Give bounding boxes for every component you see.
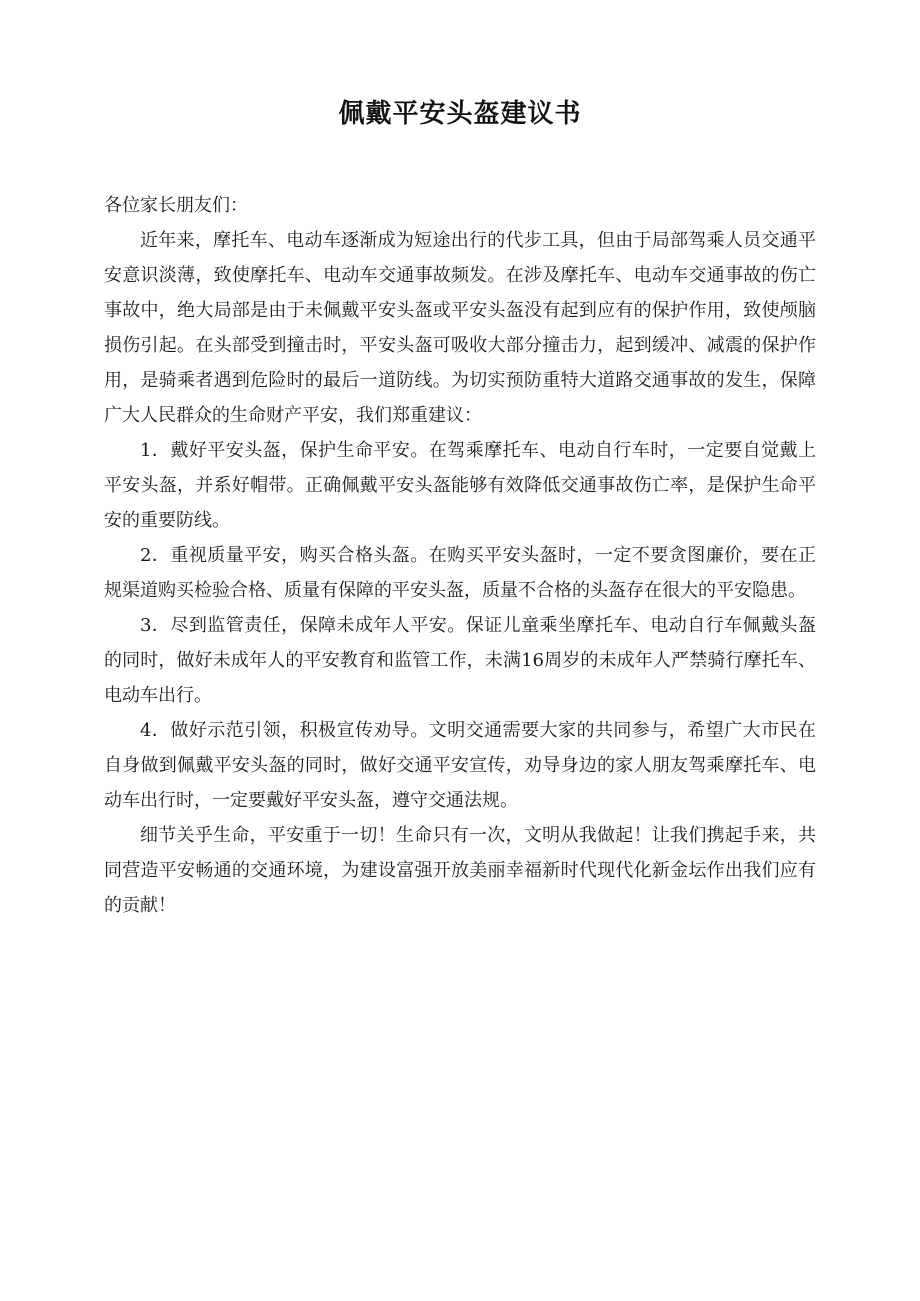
paragraph-suggestion-2: 2．重视质量平安，购买合格头盔。在购买平安头盔时，一定不要贪图廉价，要在正规渠道购买检验合格、质量有保障的平安头盔，质量不合格的头盔存在很大的平安隐患。 — [104, 545, 816, 601]
paragraph-suggestion-4: 4．做好示范引领，积极宣传劝导。文明交通需要大家的共同参与，希望广大市民在自身做到佩戴平安头盔的同时，做好交通平安宣传，劝导身边的家人朋友驾乘摩托车、电动车出行时，一定要戴好平安头盔，遵守交通法规。 — [104, 720, 816, 811]
paragraph-intro: 近年来，摩托车、电动车逐渐成为短途出行的代步工具，但由于局部驾乘人员交通平安意识淡薄，致使摩托车、电动车交通事故频发。在涉及摩托车、电动车交通事故的伤亡事故中，绝大局部是由于未佩戴平安头盔或平安头盔没有起到应有的保护作用，致使颅脑损伤引起。在头部受到撞击时，平安头盔可吸收大部分撞击力，起到缓冲、减震的保护作用，是骑乘者遇到危险时的最后一道防线。为切实预防重特大道路交通事故的发生，保障广大人民群众的生命财产平安，我们郑重建议： — [104, 230, 816, 426]
paragraph-closing: 细节关乎生命，平安重于一切！生命只有一次，文明从我做起！让我们携起手来，共同营造平安畅通的交通环境，为建设富强开放美丽幸福新时代现代化新金坛作出我们应有的贡献！ — [104, 825, 816, 916]
document-title: 佩戴平安头盔建议书 — [338, 99, 582, 129]
document-page — [104, 0, 816, 923]
paragraph-suggestion-1: 1．戴好平安头盔，保护生命平安。在驾乘摩托车、电动自行车时，一定要自觉戴上平安头盔，并系好帽带。正确佩戴平安头盔能够有效降低交通事故伤亡率，是保护生命平安的重要防线。 — [104, 440, 816, 531]
salutation: 各位家长朋友们： — [104, 195, 248, 216]
paragraph-suggestion-3: 3．尽到监管责任，保障未成年人平安。保证儿童乘坐摩托车、电动自行车佩戴头盔的同时，做好未成年人的平安教育和监管工作，未满16周岁的未成年人严禁骑行摩托车、电动车出行。 — [104, 615, 816, 706]
